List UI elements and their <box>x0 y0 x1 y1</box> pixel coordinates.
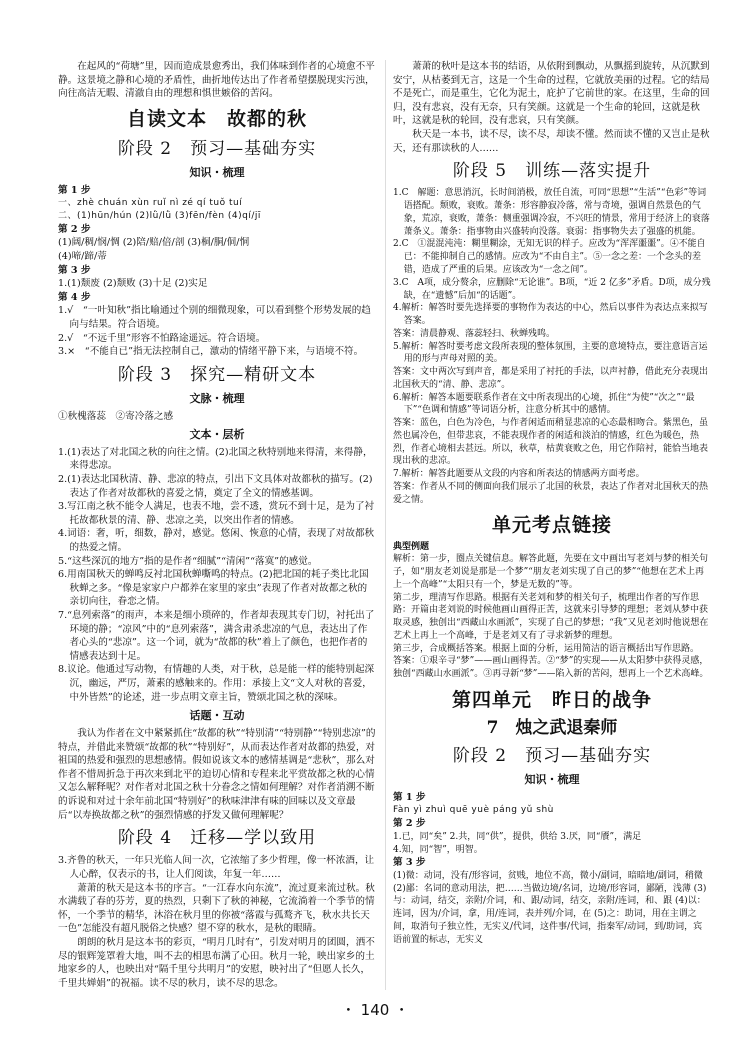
answer-line: 1.√ “一叶知秋”指比喻通过个别的细微现象，可以看到整个形势发展的趋向与结果。符合语境。 <box>58 305 371 330</box>
step-label: 第 1 步 <box>393 791 426 803</box>
answer-line: (4)啼/蹄/蒂 <box>58 250 107 262</box>
answer-line: (1)阔/稠/悯/惆 (2)陪/赔/倍/剖 (3)桐/胴/侗/恫 <box>58 237 250 249</box>
discussion-paragraph: 我认为作者在文中紧紧抓住“故都的秋”“特别清”“特别静”“特别悲凉”的特点，并借此来赞颂“故都的秋”“特别好”，从而表达作者对故都的热爱，对祖国的热爱和强烈的思想感情。假如说该文本的感情基调是“悲秋”，那么对作者不惜周折急于再次来到北平的迫切心情和专程来北平赏故都之秋的心情又怎么解释呢？对作者对北国之秋十分眷念之情如何理解？对作者消溯不断的诉说和对过十余年前北国“特别好”的秋味津津有味的回味以及文章最后“以寿换故都之秋”的强烈情感的抒发又做何理解呢？ <box>58 727 376 821</box>
analysis-item: 5.“这些深沉的地方”指的是作者“细腻”“清闲”“落寞”的感觉。 <box>58 555 318 567</box>
pinyin-line-2: 二、(1)hūn/hún (2)lǜ/lǜ (3)fēn/fèn (4)qí/jī <box>58 210 261 221</box>
huati-heading: 话题・互动 <box>189 709 245 723</box>
step-label: 第 2 步 <box>58 223 91 235</box>
lesson-title: 7 烛之武退秦师 <box>486 717 618 738</box>
analysis-item: 1.(1)表达了对北国之秋的向往之情。(2)北国之秋特别地来得清，来得静，来得悲凉。 <box>58 446 373 472</box>
essay-paragraph: 秋天是一本书，读不尽，读不尽，却读不懂。然而读不懂的又岂止是秋天，还有那读秋的人…… <box>393 129 710 154</box>
left-column <box>58 60 376 990</box>
stage-heading-5: 阶段 5 训练—落实提升 <box>452 161 652 182</box>
exercise-answer: 1.C 解题：意思消沉，长时间消极，放任自流，可同“思想”“生活”“色彩”等词语搭配。颓败，衰败。萧条：形容静寂冷落，常与奇境，强调自然景色的气象，荒凉，衰败，萧条：侧重强调冷寂，不兴旺的情景，常用于经济上的衰落萧条义。萧条：指事物由兴盛转向没落。衰弱：指事物失去了强盛的机能。 <box>393 188 710 237</box>
exercise-answer: 3.C A项，成分赘余，应删除“无论谁”。B项，“近 2 亿多”矛盾。D项，成分残缺，在“遗憾”后加“的话题”。 <box>393 277 711 301</box>
exercise-answer: 6.解析：解答本题要联系作者在文中所表现出的心境，抓住“为使”“次之”“最下”“色调和情感”等词语分析，注意分析其中的感情。 <box>393 392 695 416</box>
stage-heading-4: 阶段 4 迁移—学以致用 <box>117 828 317 849</box>
answer-line: 2.√ “不远千里”形容不怕路途遥远。符合语境。 <box>58 332 266 344</box>
unit-link-heading: 单元考点链接 <box>491 513 612 536</box>
step-label: 第 1 步 <box>58 184 91 196</box>
answer-line: 4.知，同“智”，明智。 <box>393 844 483 855</box>
analysis-item: 4.词语：奢，听，细数，静对，感觉。悠闲、恢意的心情，表现了对故都秋的热爱之情。 <box>58 528 375 553</box>
typical-example-label: 典型例题 <box>393 541 430 552</box>
answer-line: 3.× “不能自已”指无法控制自己，激动的情绪平静下来，与语境不符。 <box>58 346 364 358</box>
column-divider <box>385 60 386 990</box>
intro-paragraph: 在起风的“荷塘”里，因而造成景愈秀出，我们体味到作者的心境愈不平静。这景境之静和心境的矛盾性，曲折地传达出了作者希望摆脱现实污浊，向往高洁无暇、清澈自由的理想和惧世嫉俗的苦闷。 <box>58 61 375 100</box>
analysis-item: 6.用南国秋天的蝉鸣反衬北国秋蝉嘶鸣的特点。(2)把北国的耗子类比北国秋蝉之多。“像是家家户户都养在家里的家虫”表现了作者对故都之秋的亲切向往，眷恋之情。 <box>58 569 369 608</box>
section-title: 自读文本 故都的秋 <box>126 107 307 130</box>
step-label: 第 4 步 <box>58 291 91 303</box>
knowledge-heading: 知识・梳理 <box>189 165 245 179</box>
answer-paragraph: (1)微：动词，没有/形容词，贫贱，地位不高，微小/副词，暗暗地/副词，稍微 (2)鄙：名词的意动用法，把……当做边境/名词，边境/形容词，鄙陋，浅薄 (3)与：动词，结交，亲附/介词，和、跟/动词，结交，亲附/连词，和、跟 (4)以：连词，因为/介词，拿，用/连词，表并列/介词，在 (5)之：助词，用在主谓之间，取消句子独立性，无实义/代词，这件事/代词，指秦军/动词，到/助词，宾语前置的标志，无实义 <box>393 870 707 945</box>
stage-heading-2: 阶段 2 预习—基础夯实 <box>117 138 317 159</box>
stage-heading-3: 阶段 3 探究—精研文本 <box>117 364 317 385</box>
analysis-item: 3.写江南之秋不能令人满足，也表不地，尝不透，赏玩不到十足，是为了衬托故都秋景的清、静、悲凉之美，以突出作者的情感。 <box>58 501 375 526</box>
exercise-answer: 7.解析：解答此题要从文段的内容和所表达的情感两方面考虑。 <box>393 469 645 480</box>
answer-line: 1.已，同“矣” 2.共，同“供”，提供，供给 3.厌，同“餍”，满足 <box>393 831 642 842</box>
analysis-item: 8.议论。他通过写动物，有情趣的人类，对于秋，总是能一样的能特别起深沉，幽远，严厉，萧素的感触来的。作用：承接上文“文人对秋的喜爱，中外皆然”的论述，进一步点明文章主旨，赞颂北国之秋的深味。 <box>58 664 375 703</box>
step-label: 第 3 步 <box>58 264 91 276</box>
knowledge-heading-2: 知识・梳理 <box>524 773 580 787</box>
essay-paragraph: 朗朗的秋月是这本书的彩页，“明月几时有”，引发对明月的团圆，洒不尽的银辉笼罩着大地，叫不去的相思布满了心田。秋月一轮，映出家乡的土地家乡的人，也映出对“隔千里兮共明月”的安慰，映衬出了“但愿人长久，千里共婵娟”的祝福。读不尽的秋月，读不尽的思念。 <box>58 936 375 989</box>
answer-line: 1.(1)颓废 (2)颓败 (3)十足 (2)实足 <box>58 278 208 290</box>
exercise-answer: 2.C ①混混沌沌：糊里糊涂，无知无识的样子。应改为“浑浑噩噩”。④不能自已：不能抑制自己的感情。应改为“不由自主”。⑤一念之差：一个念头的差错，造成了严重的后果。应该改为“一念之间”。 <box>393 239 706 275</box>
essay-paragraph: 萧萧的秋叶是这本书的结语，从依附到飘动，从飘摇到旋转，从沉默到安宁，从枯萎到无言，这是一个生命的过程，它就放美丽的过程。它的结局不是死亡，而是重生，它化为泥土，庇护了它前世的家。在这里，生命的回归，没有悲哀，没有无奈，只有笑颜。这就是一个生命的轮回，这就是秋叶，这就是秋的轮回，没有悲哀，只有笑颜。 <box>393 61 710 127</box>
essay-paragraph: 3.齐鲁的秋天，一年只光临人间一次，它浓缩了多少哲理，像一杯浓酒，让人心醉，仅表示的书，让人们阅读，年复一年…… <box>58 855 375 880</box>
analysis-item: 7.“息列索落”的雨声，本来是细小琐碎的，作者却表现其专门切，衬托出了环境的静；“凉风”中的“息列索落”，满含肃杀悲凉的气息，表达出了作者心头的“悲凉”。这一个词，就为“故都的秋”着上了颜色，也把作者的情感表达到十足。 <box>58 610 375 662</box>
exercise-answer: 答案：蓝色，白色为冷色，与作者闲适而稍显悲凉的心态最相吻合。紫黑色，虽然也属冷色，但带悲哀，不能表现作者的闲适和淡泊的情感，红色为暖色，热烈，作者心境相去甚远。所以，秋草，枯黄衰败之色，用它作陪衬，能恰当地表现出秋的悲凉。 <box>393 418 709 467</box>
exercise-answer: 4.解析：解答时要先选择要的事物作为表达的中心，然后以事件为表达点来拟写答案。 <box>393 303 708 327</box>
pinyin-line: 一、zhè chuán xùn ruǐ nì zé qí tuǒ tuí <box>58 198 243 209</box>
example-analysis: 第三步，合成概括答案。根据上面的分析，运用简洁的语言概括出写作思路。 <box>393 643 700 654</box>
page-number: ・ 140 ・ <box>340 1001 410 1019</box>
pinyin-line: Fàn yì zhuì quē yuè páng yǔ shù <box>393 805 554 816</box>
analysis-item: 2.(1)表达北国秋清、静、悲凉的特点，引出下文具体对故都秋的描写。(2)表达了作者对故都秋的喜爱之情，奠定了全文的情感基调。 <box>58 473 373 499</box>
essay-paragraph: 萧萧的秋天是这本书的序言。“一江春水向东流”，流过夏来流过秋。秋水满载了春的芬芳，夏的热烈，只剩下了秋的神秘，它流淌着一个季节的情怀，一个季节的精华，沐浴在秋月里的你被“落霞与孤鹜齐飞，秋水共长天一色”怎能没有超凡脱俗之快感？望不穿的秋水，是秋的眼睛。 <box>58 882 375 935</box>
cengxi-heading: 文本・层析 <box>189 428 245 442</box>
example-analysis: 第二步，理清写作思路。根据有关老刘和梦的相关句子，梳理出作者的写作思路：开篇由老刘说的时候他画山画得正苦，这就来引导梦的理想；老刘从梦中获取灵感，独创出“西藏山水画派”，实现了自己的梦想；“我”又见老刘时他说想在艺术上再上一个高峰，于是老刘又有了寻求新梦的理想。 <box>393 592 709 641</box>
step-label: 第 2 步 <box>393 818 426 830</box>
answer-line: ①秋槐落蕊 ②寄冷落之感 <box>58 410 174 422</box>
right-column <box>393 60 711 946</box>
exercise-answer: 答案：作者从不同的侧面向我们展示了北国的秋景，表达了作者对北国秋天的热爱之情。 <box>393 482 709 505</box>
example-analysis: 解析：第一步，圈点关键信息。解答此题，先要在文中画出写老刘与梦的相关句子，如“朋友老刘说是那是一个梦”“朋友老刘实现了自己的梦”“他想在艺术上再上一个高峰”“太阳只有一个，梦是无数的”等。 <box>393 554 709 590</box>
exercise-answer: 5.解析：解答时要考虑文段所表现的整体氛围，主要的意境特点，要注意语言运用的形与声母对照的美。 <box>393 341 708 365</box>
example-answer: 答案：①艰辛寻“梦”——画山画得苦。②“梦”的实现——从太阳梦中获得灵感，独创“西藏山水画派”。③再寻新“梦”——陷入新的苦闷，想再上一个艺术高峰。 <box>393 656 709 680</box>
wenmai-heading: 文脉・梳理 <box>189 391 245 405</box>
exercise-answer: 答案：清晨静观、落蕊轻扫、秋蝉残鸣。 <box>393 328 556 339</box>
unit-title: 第四单元 昨日的战争 <box>451 688 652 711</box>
stage-heading-2b: 阶段 2 预习—基础夯实 <box>452 746 652 767</box>
step-label: 第 3 步 <box>393 857 426 869</box>
exercise-answer: 答案：文中两次写到声音，都是采用了衬托的手法，以声衬静，借此充分表现出北国秋天的“清、静、悲凉”。 <box>393 367 709 390</box>
